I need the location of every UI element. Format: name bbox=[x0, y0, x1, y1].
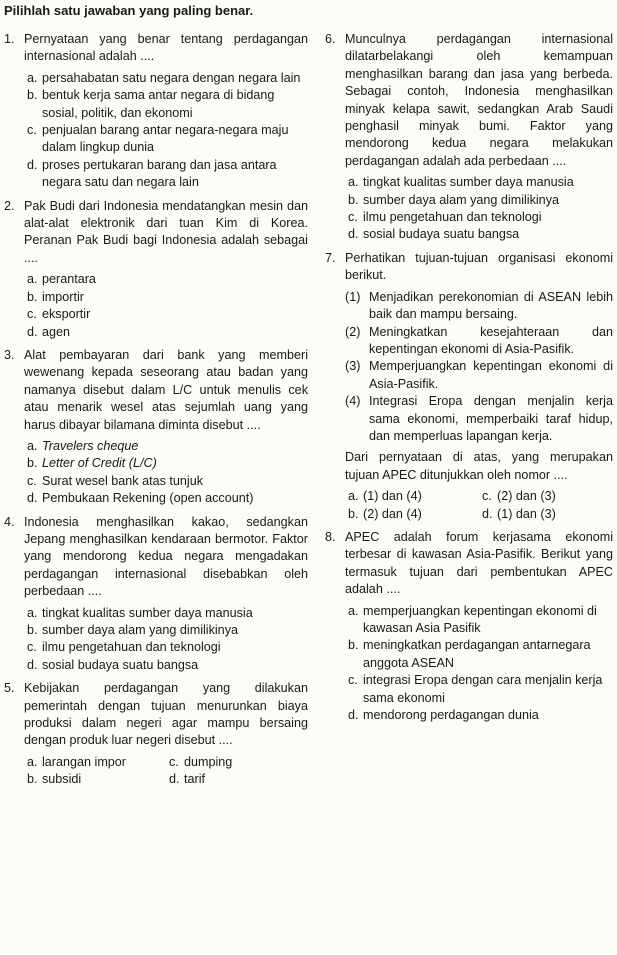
question-1 bbox=[4, 31, 308, 192]
option-d[interactable]: d. mendorong perdagangan dunia bbox=[348, 708, 539, 723]
option-d[interactable]: d. sosial budaya suatu bangsa bbox=[27, 657, 199, 672]
option-a[interactable]: a. tingkat kualitas sumber daya manusia bbox=[348, 175, 574, 190]
question-stem: APEC adalah forum kerjasama ekonomi terbesar di kawasan Asia-Pasifik. Berikut yang termasuk tujuan dari pembentukan APEC adalah .... bbox=[345, 529, 613, 597]
instruction-text: Pilihlah satu jawaban yang paling benar. bbox=[4, 3, 254, 18]
options-list bbox=[345, 174, 613, 244]
right-column bbox=[325, 31, 613, 724]
options-list bbox=[24, 754, 308, 789]
question-2 bbox=[4, 198, 308, 341]
option-a[interactable]: a. perantara bbox=[27, 272, 96, 287]
option-b[interactable]: b. (2) dan (4) bbox=[348, 506, 422, 521]
statement-item: (3) Memperjuangkan kepentingan ekonomi di Asia-Pasifik. bbox=[345, 359, 613, 391]
question-stem: Kebijakan perdagangan yang dilakukan pemerintah dengan tujuan menurunkan biaya produksi dalam negeri agar mampu bersaing dengan produk luar negeri disebut .... bbox=[24, 681, 308, 748]
question-3 bbox=[4, 347, 308, 508]
question-stem: Perhatikan tujuan-tujuan organisasi ekonomi berikut. bbox=[345, 250, 613, 283]
option-b[interactable]: b. subsidi bbox=[27, 772, 82, 787]
option-b[interactable]: b. Letter of Credit (L/C) bbox=[27, 456, 157, 471]
question-stem: Alat pembayaran dari bank yang memberi wewenang kepada seseorang atau badan yang namanya disebut dalam L/C untuk menulis cek atau menarik wesel atas sejumlah uang yang harus dibayar bilamana diminta disebut .... bbox=[24, 347, 308, 432]
option-c[interactable]: c. eksportir bbox=[27, 307, 91, 322]
options-list bbox=[24, 438, 308, 508]
option-b[interactable]: b. sumber daya alam yang dimilikinya bbox=[348, 192, 559, 207]
option-c[interactable]: c. dumping bbox=[169, 754, 233, 769]
option-a[interactable]: a. persahabatan satu negara dengan negara lain bbox=[27, 70, 301, 85]
option-c[interactable]: c. integrasi Eropa dengan cara menjalin kerja sama ekonomi bbox=[348, 673, 603, 705]
option-d[interactable]: d. tarif bbox=[169, 772, 205, 787]
statement-item: (2) Meningkatkan kesejahteraan dan kepentingan ekonomi di Asia-Pasifik. bbox=[345, 324, 613, 356]
question-stem-followup: Dari pernyataan di atas, yang merupakan tujuan APEC ditunjukkan oleh nomor .... bbox=[345, 450, 613, 482]
option-a[interactable]: a. (1) dan (4) bbox=[348, 489, 422, 504]
option-a[interactable]: a. tingkat kualitas sumber daya manusia bbox=[27, 605, 253, 620]
option-b[interactable]: b. sumber daya alam yang dimilikinya bbox=[27, 623, 238, 637]
question-number: 6. bbox=[325, 32, 336, 46]
question-5 bbox=[4, 680, 308, 788]
option-c[interactable]: c. (2) dan (3) bbox=[482, 489, 556, 504]
options-list bbox=[24, 70, 308, 192]
options-list bbox=[345, 488, 613, 523]
option-c[interactable]: c. Surat wesel bank atas tunjuk bbox=[27, 473, 204, 488]
option-a[interactable]: a. larangan impor bbox=[27, 754, 127, 769]
statement-item: (4) Integrasi Eropa dengan menjalin kerja sama ekonomi, memperbaiki taraf hidup, dan memperluas lapangan kerja. bbox=[345, 394, 613, 443]
options-list bbox=[345, 603, 613, 725]
question-number: 4. bbox=[4, 514, 15, 529]
option-d[interactable]: d. proses pertukaran barang dan jasa antara negara satu dan negara lain bbox=[27, 157, 277, 190]
question-number: 1. bbox=[4, 32, 15, 46]
question-number: 2. bbox=[4, 198, 15, 213]
options-list bbox=[24, 271, 308, 341]
option-d[interactable]: d. (1) dan (3) bbox=[482, 506, 556, 521]
question-stem: Munculnya perdagangan internasional dilatarbelakangi oleh kemampuan menghasilkan barang dan jasa yang berbeda. Sebagai contoh, Indonesia menghasilkan minyak kelapa sawit, sedangkan Arab Saudi penghasil minyak bumi. Faktor yang mendorong kedua negara melakukan perdagangan adalah ada perbedaan .... bbox=[345, 32, 613, 168]
option-c[interactable]: c. ilmu pengetahuan dan teknologi bbox=[348, 210, 542, 225]
left-column bbox=[4, 31, 308, 789]
option-d[interactable]: d. sosial budaya suatu bangsa bbox=[348, 227, 520, 242]
option-d[interactable]: d. agen bbox=[27, 324, 71, 339]
option-b[interactable]: b. bentuk kerja sama antar negara di bidang sosial, politik, dan ekonomi bbox=[27, 88, 275, 120]
option-d[interactable]: d. Pembukaan Rekening (open account) bbox=[27, 491, 254, 506]
question-stem: Indonesia menghasilkan kakao, sedangkan Jepang menghasilkan kendaraan bermotor. Faktor yang mendorong kedua negara mengadakan perdagangan internasional disebabkan oleh perbedaan .... bbox=[24, 514, 308, 599]
question-number: 8. bbox=[325, 529, 336, 544]
option-b[interactable]: b. meningkatkan perdagangan antarnegara anggota ASEAN bbox=[348, 638, 591, 670]
question-stem: Pak Budi dari Indonesia mendatangkan mesin dan alat-alat elektronik dari tuan Kim di Korea. Peranan Pak Budi bagi Indonesia adalah sebagai .... bbox=[24, 198, 308, 265]
option-c[interactable]: c. penjualan barang antar negara-negara maju dalam lingkup dunia bbox=[27, 123, 289, 155]
question-4 bbox=[4, 514, 308, 675]
option-b[interactable]: b. importir bbox=[27, 289, 84, 304]
option-c[interactable]: c. ilmu pengetahuan dan teknologi bbox=[27, 640, 221, 655]
question-number: 7. bbox=[325, 250, 336, 265]
option-a[interactable]: a. Travelers cheque bbox=[27, 438, 139, 453]
question-6 bbox=[325, 31, 613, 244]
question-7 bbox=[325, 250, 613, 523]
options-list bbox=[24, 605, 308, 675]
statement-item: (1) Menjadikan perekonomian di ASEAN lebih baik dan mampu bersaing. bbox=[345, 289, 613, 322]
question-8 bbox=[325, 529, 613, 724]
option-a[interactable]: a. memperjuangkan kepentingan ekonomi di kawasan Asia Pasifik bbox=[348, 603, 597, 635]
statements-list bbox=[345, 289, 613, 446]
question-number: 3. bbox=[4, 347, 15, 362]
question-number: 5. bbox=[4, 681, 15, 696]
question-stem: Pernyataan yang benar tentang perdagangan internasional adalah .... bbox=[24, 32, 308, 64]
